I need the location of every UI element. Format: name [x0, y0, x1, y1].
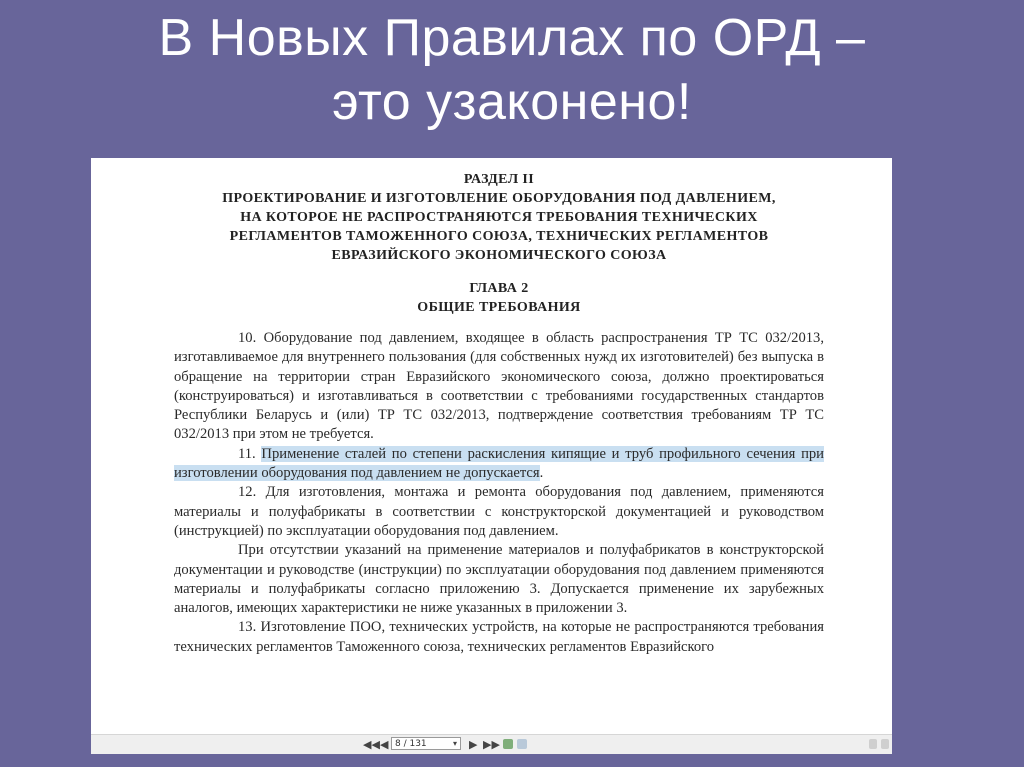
section-title-line-4: ЕВРАЗИЙСКОГО ЭКОНОМИЧЕСКОГО СОЮЗА — [331, 248, 667, 263]
document-page — [91, 158, 892, 753]
paragraph-12: 12. Для изготовления, монтажа и ремонта оборудования под давлением, применяются материалы и полуфабрикаты в соответствии с конструкторской документацией и руководством (инструкцией) по эксплуатации оборудования под давлением. — [174, 484, 824, 539]
next-page-button[interactable]: ▶ — [469, 738, 478, 751]
chapter-number: ГЛАВА 2 — [469, 281, 529, 296]
paragraph-11-end: . — [539, 465, 544, 482]
panel-icon[interactable] — [869, 739, 877, 749]
page-number-input[interactable]: 8 / 131 — [391, 737, 461, 750]
slide-title-line-1: В Новых Правилах по ОРД – — [158, 9, 866, 67]
paragraph-11-number: 11. — [238, 445, 262, 462]
section-title-line-2: НА КОТОРОЕ НЕ РАСПРОСТРАНЯЮТСЯ ТРЕБОВАНИЯ ТЕХНИЧЕСКИХ — [240, 210, 758, 225]
section-title-line-1: ПРОЕКТИРОВАНИЕ И ИЗГОТОВЛЕНИЕ ОБОРУДОВАНИЯ ПОД ДАВЛЕНИЕМ, — [222, 191, 776, 206]
section-title-line-3: РЕГЛАМЕНТОВ ТАМОЖЕННОГО СОЮЗА, ТЕХНИЧЕСКИХ РЕГЛАМЕНТОВ — [229, 229, 769, 244]
section-number: РАЗДЕЛ II — [463, 172, 535, 187]
first-page-button[interactable]: ◀◀ — [363, 738, 380, 751]
highlighted-text[interactable]: Применение сталей по степени раскисления кипящие и труб профильного сечения при изготовлении оборудования под давлением не допускается — [174, 445, 824, 482]
page-dropdown-icon[interactable]: ▾ — [453, 739, 458, 748]
print-icon[interactable] — [517, 739, 527, 749]
pdf-viewer-toolbar — [91, 734, 892, 754]
panel-icon-2[interactable] — [881, 739, 889, 749]
slide-title-line-2: это узаконено! — [332, 73, 692, 131]
last-page-button[interactable]: ▶▶ — [483, 738, 500, 751]
paragraph-12-continued: При отсутствии указаний на применение материалов и полуфабрикатов в конструкторской документации и руководстве (инструкции) по эксплуатации оборудования под давлением применяются материалы и полуфабрикаты согласно приложению 3. Допускается применение их зарубежных аналогов, имеющих характеристики не ниже указанных в приложении 3. — [174, 542, 824, 617]
previous-page-button[interactable]: ◀ — [380, 738, 389, 751]
slide-title — [0, 6, 1024, 134]
paragraph-13: 13. Изготовление ПОО, технических устройств, на которые не распространяются требования технических регламентов Таможенного союза, технических регламентов Евразийского — [174, 619, 824, 655]
chapter-title: ОБЩИЕ ТРЕБОВАНИЯ — [417, 300, 581, 315]
paragraph-10: 10. Оборудование под давлением, входящее в область распространения ТР ТС 032/2013, изготавливаемое для внутреннего пользования (для собственных нужд их изготовителей) без выпуска в обращение на территории стран Евразийского экономического союза, должно проектироваться (конструироваться) и изготавливаться в соответствии с требованиями государственных стандартов Республики Беларусь и (или) ТР ТС 032/2013, подтверждение соответствия требованиям ТР ТС 032/2013 при этом не требуется. — [174, 330, 824, 443]
document-content — [174, 170, 824, 657]
paragraph-11 — [174, 445, 824, 484]
save-icon[interactable] — [503, 739, 513, 749]
